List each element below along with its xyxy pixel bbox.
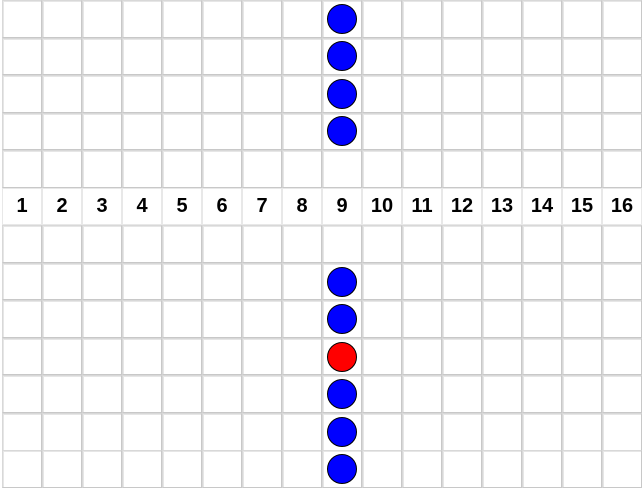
grid-cell-bottom-r6-c11[interactable] bbox=[402, 413, 442, 451]
grid-cell-top-r1-c3[interactable] bbox=[82, 0, 122, 38]
grid-cell-top-r3-c11[interactable] bbox=[402, 75, 442, 113]
grid-cell-top-r4-c11[interactable] bbox=[402, 113, 442, 151]
grid-cell-top-r4-c14[interactable] bbox=[522, 113, 562, 151]
column-label-12[interactable]: 12 bbox=[442, 188, 482, 226]
grid-cell-bottom-r1-c10[interactable] bbox=[362, 225, 402, 263]
blue-piece bbox=[327, 417, 357, 447]
grid-cell-bottom-r6-c15[interactable] bbox=[562, 413, 602, 451]
grid-cell-bottom-r5-c16[interactable] bbox=[602, 375, 642, 413]
grid-cell-bottom-r7-c14[interactable] bbox=[522, 450, 562, 488]
grid-cell-bottom-r2-c1[interactable] bbox=[2, 263, 42, 301]
grid-cell-bottom-r1-c13[interactable] bbox=[482, 225, 522, 263]
blue-piece bbox=[327, 379, 357, 409]
grid-cell-bottom-r6-c5[interactable] bbox=[162, 413, 202, 451]
grid-cell-bottom-r3-c12[interactable] bbox=[442, 300, 482, 338]
grid-cell-top-r4-c2[interactable] bbox=[42, 113, 82, 151]
grid-cell-top-r4-c3[interactable] bbox=[82, 113, 122, 151]
grid-cell-top-r5-c3[interactable] bbox=[82, 150, 122, 188]
blue-piece bbox=[327, 267, 357, 297]
column-label-15[interactable]: 15 bbox=[562, 188, 602, 226]
grid-cell-top-r3-c16[interactable] bbox=[602, 75, 642, 113]
grid-cell-bottom-r2-c2[interactable] bbox=[42, 263, 82, 301]
grid-cell-bottom-r1-c12[interactable] bbox=[442, 225, 482, 263]
grid-cell-bottom-r2-c5[interactable] bbox=[162, 263, 202, 301]
grid-cell-top-r5-c16[interactable] bbox=[602, 150, 642, 188]
grid-cell-top-r2-c6[interactable] bbox=[202, 38, 242, 76]
grid-cell-top-r2-c7[interactable] bbox=[242, 38, 282, 76]
column-label-1[interactable]: 1 bbox=[2, 188, 42, 226]
grid-cell-top-r5-c1[interactable] bbox=[2, 150, 42, 188]
grid-cell-bottom-r1-c4[interactable] bbox=[122, 225, 162, 263]
grid-cell-top-r3-c3[interactable] bbox=[82, 75, 122, 113]
grid-cell-bottom-r5-c7[interactable] bbox=[242, 375, 282, 413]
grid-cell-top-r5-c13[interactable] bbox=[482, 150, 522, 188]
column-label-16[interactable]: 16 bbox=[602, 188, 642, 226]
grid-cell-top-r5-c7[interactable] bbox=[242, 150, 282, 188]
grid-cell-top-r3-c10[interactable] bbox=[362, 75, 402, 113]
grid-cell-top-r3-c8[interactable] bbox=[282, 75, 322, 113]
grid-cell-bottom-r7-c15[interactable] bbox=[562, 450, 602, 488]
grid-cell-top-r2-c10[interactable] bbox=[362, 38, 402, 76]
grid-cell-bottom-r4-c5[interactable] bbox=[162, 338, 202, 376]
grid-cell-bottom-r3-c7[interactable] bbox=[242, 300, 282, 338]
grid-cell-top-r2-c3[interactable] bbox=[82, 38, 122, 76]
grid-cell-bottom-r1-c2[interactable] bbox=[42, 225, 82, 263]
grid-cell-top-r5-c5[interactable] bbox=[162, 150, 202, 188]
grid-cell-top-r5-c11[interactable] bbox=[402, 150, 442, 188]
grid-cell-bottom-r7-c3[interactable] bbox=[82, 450, 122, 488]
grid-cell-bottom-r7-c5[interactable] bbox=[162, 450, 202, 488]
grid-cell-bottom-r2-c6[interactable] bbox=[202, 263, 242, 301]
column-label-10[interactable]: 10 bbox=[362, 188, 402, 226]
grid-cell-bottom-r3-c16[interactable] bbox=[602, 300, 642, 338]
grid-cell-top-r1-c8[interactable] bbox=[282, 0, 322, 38]
grid-cell-bottom-r2-c7[interactable] bbox=[242, 263, 282, 301]
grid-cell-top-r4-c10[interactable] bbox=[362, 113, 402, 151]
grid-cell-bottom-r4-c14[interactable] bbox=[522, 338, 562, 376]
grid-cell-bottom-r5-c10[interactable] bbox=[362, 375, 402, 413]
grid-cell-bottom-r3-c6[interactable] bbox=[202, 300, 242, 338]
grid-cell-bottom-r4-c6[interactable] bbox=[202, 338, 242, 376]
grid-cell-bottom-r1-c15[interactable] bbox=[562, 225, 602, 263]
grid-cell-bottom-r5-c13[interactable] bbox=[482, 375, 522, 413]
grid-cell-bottom-r5-c2[interactable] bbox=[42, 375, 82, 413]
grid-cell-bottom-r4-c10[interactable] bbox=[362, 338, 402, 376]
blue-piece bbox=[327, 4, 357, 34]
grid-cell-bottom-r4-c1[interactable] bbox=[2, 338, 42, 376]
grid-cell-bottom-r7-c10[interactable] bbox=[362, 450, 402, 488]
grid-cell-bottom-r3-c8[interactable] bbox=[282, 300, 322, 338]
grid-cell-top-r4-c1[interactable] bbox=[2, 113, 42, 151]
grid-cell-top-r3-c2[interactable] bbox=[42, 75, 82, 113]
column-label-2[interactable]: 2 bbox=[42, 188, 82, 226]
grid-cell-top-r5-c8[interactable] bbox=[282, 150, 322, 188]
grid-cell-top-r4-c5[interactable] bbox=[162, 113, 202, 151]
grid-cell-bottom-r1-c8[interactable] bbox=[282, 225, 322, 263]
grid-cell-top-r1-c11[interactable] bbox=[402, 0, 442, 38]
grid-cell-top-r5-c4[interactable] bbox=[122, 150, 162, 188]
grid-cell-bottom-r6-c7[interactable] bbox=[242, 413, 282, 451]
grid-cell-top-r1-c14[interactable] bbox=[522, 0, 562, 38]
grid-cell-top-r2-c5[interactable] bbox=[162, 38, 202, 76]
grid-cell-top-r3-c6[interactable] bbox=[202, 75, 242, 113]
grid-cell-top-r5-c10[interactable] bbox=[362, 150, 402, 188]
grid-cell-bottom-r5-c15[interactable] bbox=[562, 375, 602, 413]
grid-cell-top-r3-c4[interactable] bbox=[122, 75, 162, 113]
grid-cell-top-r2-c14[interactable] bbox=[522, 38, 562, 76]
grid-cell-bottom-r1-c1[interactable] bbox=[2, 225, 42, 263]
column-label-8[interactable]: 8 bbox=[282, 188, 322, 226]
grid-cell-top-r3-c5[interactable] bbox=[162, 75, 202, 113]
grid-cell-bottom-r3-c1[interactable] bbox=[2, 300, 42, 338]
grid-cell-top-r2-c2[interactable] bbox=[42, 38, 82, 76]
blue-piece bbox=[327, 304, 357, 334]
grid-cell-bottom-r5-c4[interactable] bbox=[122, 375, 162, 413]
grid-cell-bottom-r5-c8[interactable] bbox=[282, 375, 322, 413]
grid-cell-bottom-r2-c3[interactable] bbox=[82, 263, 122, 301]
grid-cell-top-r3-c7[interactable] bbox=[242, 75, 282, 113]
grid-cell-top-r3-c14[interactable] bbox=[522, 75, 562, 113]
grid-cell-bottom-r5-c3[interactable] bbox=[82, 375, 122, 413]
column-label-6[interactable]: 6 bbox=[202, 188, 242, 226]
column-label-13[interactable]: 13 bbox=[482, 188, 522, 226]
grid-cell-top-r5-c6[interactable] bbox=[202, 150, 242, 188]
grid-cell-bottom-r1-c14[interactable] bbox=[522, 225, 562, 263]
grid-cell-top-r2-c16[interactable] bbox=[602, 38, 642, 76]
column-label-14[interactable]: 14 bbox=[522, 188, 562, 226]
grid-cell-top-r4-c6[interactable] bbox=[202, 113, 242, 151]
grid-cell-top-r1-c1[interactable] bbox=[2, 0, 42, 38]
grid-cell-top-r1-c13[interactable] bbox=[482, 0, 522, 38]
grid-cell-bottom-r4-c16[interactable] bbox=[602, 338, 642, 376]
grid-cell-top-r2-c15[interactable] bbox=[562, 38, 602, 76]
red-piece bbox=[327, 342, 357, 372]
grid-cell-top-r1-c10[interactable] bbox=[362, 0, 402, 38]
grid-cell-bottom-r1-c9[interactable] bbox=[322, 225, 362, 263]
grid-cell-bottom-r1-c3[interactable] bbox=[82, 225, 122, 263]
grid-cell-bottom-r2-c12[interactable] bbox=[442, 263, 482, 301]
grid-cell-top-r4-c15[interactable] bbox=[562, 113, 602, 151]
grid-cell-bottom-r4-c15[interactable] bbox=[562, 338, 602, 376]
grid-cell-bottom-r7-c11[interactable] bbox=[402, 450, 442, 488]
grid-cell-bottom-r4-c13[interactable] bbox=[482, 338, 522, 376]
grid-cell-top-r4-c13[interactable] bbox=[482, 113, 522, 151]
grid-cell-bottom-r4-c2[interactable] bbox=[42, 338, 82, 376]
grid-cell-bottom-r2-c10[interactable] bbox=[362, 263, 402, 301]
grid-cell-bottom-r3-c13[interactable] bbox=[482, 300, 522, 338]
grid-cell-top-r1-c4[interactable] bbox=[122, 0, 162, 38]
grid-cell-top-r2-c8[interactable] bbox=[282, 38, 322, 76]
grid-cell-bottom-r6-c13[interactable] bbox=[482, 413, 522, 451]
grid-cell-bottom-r4-c8[interactable] bbox=[282, 338, 322, 376]
grid-cell-bottom-r7-c6[interactable] bbox=[202, 450, 242, 488]
grid-cell-bottom-r3-c10[interactable] bbox=[362, 300, 402, 338]
grid-cell-top-r3-c12[interactable] bbox=[442, 75, 482, 113]
grid-cell-bottom-r6-c8[interactable] bbox=[282, 413, 322, 451]
column-label-9[interactable]: 9 bbox=[322, 188, 362, 226]
grid-cell-bottom-r2-c14[interactable] bbox=[522, 263, 562, 301]
grid-cell-bottom-r3-c5[interactable] bbox=[162, 300, 202, 338]
grid-cell-bottom-r7-c16[interactable] bbox=[602, 450, 642, 488]
grid-cell-top-r4-c7[interactable] bbox=[242, 113, 282, 151]
grid-cell-bottom-r2-c15[interactable] bbox=[562, 263, 602, 301]
grid-cell-top-r3-c15[interactable] bbox=[562, 75, 602, 113]
grid-cell-bottom-r3-c14[interactable] bbox=[522, 300, 562, 338]
grid-cell-bottom-r6-c16[interactable] bbox=[602, 413, 642, 451]
grid-cell-bottom-r5-c14[interactable] bbox=[522, 375, 562, 413]
grid-cell-top-r1-c12[interactable] bbox=[442, 0, 482, 38]
grid-cell-bottom-r2-c4[interactable] bbox=[122, 263, 162, 301]
grid-cell-bottom-r6-c12[interactable] bbox=[442, 413, 482, 451]
grid-cell-bottom-r2-c13[interactable] bbox=[482, 263, 522, 301]
column-label-3[interactable]: 3 bbox=[82, 188, 122, 226]
grid-cell-bottom-r5-c6[interactable] bbox=[202, 375, 242, 413]
grid-cell-top-r1-c5[interactable] bbox=[162, 0, 202, 38]
grid-cell-top-r4-c4[interactable] bbox=[122, 113, 162, 151]
grid-cell-bottom-r4-c3[interactable] bbox=[82, 338, 122, 376]
grid-cell-top-r2-c4[interactable] bbox=[122, 38, 162, 76]
grid-cell-bottom-r3-c2[interactable] bbox=[42, 300, 82, 338]
grid-cell-bottom-r3-c3[interactable] bbox=[82, 300, 122, 338]
grid-cell-bottom-r1-c11[interactable] bbox=[402, 225, 442, 263]
grid-cell-top-r4-c12[interactable] bbox=[442, 113, 482, 151]
grid-cell-bottom-r7-c2[interactable] bbox=[42, 450, 82, 488]
grid-cell-bottom-r1-c7[interactable] bbox=[242, 225, 282, 263]
grid-cell-bottom-r6-c3[interactable] bbox=[82, 413, 122, 451]
grid-cell-bottom-r5-c5[interactable] bbox=[162, 375, 202, 413]
grid-cell-bottom-r2-c11[interactable] bbox=[402, 263, 442, 301]
grid-cell-top-r3-c13[interactable] bbox=[482, 75, 522, 113]
grid-cell-top-r5-c12[interactable] bbox=[442, 150, 482, 188]
grid-cell-top-r1-c16[interactable] bbox=[602, 0, 642, 38]
grid-cell-top-r2-c1[interactable] bbox=[2, 38, 42, 76]
grid-cell-bottom-r7-c1[interactable] bbox=[2, 450, 42, 488]
grid-cell-top-r1-c7[interactable] bbox=[242, 0, 282, 38]
grid-cell-top-r4-c16[interactable] bbox=[602, 113, 642, 151]
grid-cell-bottom-r4-c12[interactable] bbox=[442, 338, 482, 376]
grid-cell-top-r3-c1[interactable] bbox=[2, 75, 42, 113]
grid-cell-bottom-r1-c16[interactable] bbox=[602, 225, 642, 263]
grid-cell-bottom-r4-c11[interactable] bbox=[402, 338, 442, 376]
grid-cell-bottom-r5-c1[interactable] bbox=[2, 375, 42, 413]
grid-cell-bottom-r6-c10[interactable] bbox=[362, 413, 402, 451]
grid-cell-bottom-r6-c2[interactable] bbox=[42, 413, 82, 451]
grid-cell-bottom-r3-c4[interactable] bbox=[122, 300, 162, 338]
grid-cell-top-r1-c6[interactable] bbox=[202, 0, 242, 38]
grid-cell-bottom-r7-c8[interactable] bbox=[282, 450, 322, 488]
grid-cell-bottom-r7-c13[interactable] bbox=[482, 450, 522, 488]
grid-cell-bottom-r3-c11[interactable] bbox=[402, 300, 442, 338]
grid-cell-bottom-r4-c4[interactable] bbox=[122, 338, 162, 376]
grid-cell-top-r5-c14[interactable] bbox=[522, 150, 562, 188]
grid-cell-bottom-r2-c16[interactable] bbox=[602, 263, 642, 301]
grid-cell-bottom-r7-c4[interactable] bbox=[122, 450, 162, 488]
grid-cell-bottom-r5-c11[interactable] bbox=[402, 375, 442, 413]
grid-cell-top-r2-c11[interactable] bbox=[402, 38, 442, 76]
grid-cell-top-r5-c2[interactable] bbox=[42, 150, 82, 188]
column-label-5[interactable]: 5 bbox=[162, 188, 202, 226]
grid-cell-bottom-r6-c14[interactable] bbox=[522, 413, 562, 451]
grid-cell-bottom-r7-c7[interactable] bbox=[242, 450, 282, 488]
grid-cell-top-r5-c9[interactable] bbox=[322, 150, 362, 188]
column-label-11[interactable]: 11 bbox=[402, 188, 442, 226]
grid-cell-bottom-r5-c12[interactable] bbox=[442, 375, 482, 413]
grid-cell-bottom-r3-c15[interactable] bbox=[562, 300, 602, 338]
grid-cell-top-r1-c2[interactable] bbox=[42, 0, 82, 38]
grid-cell-bottom-r6-c6[interactable] bbox=[202, 413, 242, 451]
grid-cell-top-r2-c12[interactable] bbox=[442, 38, 482, 76]
grid-cell-bottom-r1-c6[interactable] bbox=[202, 225, 242, 263]
column-label-4[interactable]: 4 bbox=[122, 188, 162, 226]
grid-cell-top-r5-c15[interactable] bbox=[562, 150, 602, 188]
grid-cell-top-r1-c15[interactable] bbox=[562, 0, 602, 38]
grid-cell-bottom-r2-c8[interactable] bbox=[282, 263, 322, 301]
grid-cell-top-r2-c13[interactable] bbox=[482, 38, 522, 76]
grid-cell-bottom-r6-c1[interactable] bbox=[2, 413, 42, 451]
grid-cell-top-r4-c8[interactable] bbox=[282, 113, 322, 151]
grid-cell-bottom-r6-c4[interactable] bbox=[122, 413, 162, 451]
column-label-7[interactable]: 7 bbox=[242, 188, 282, 226]
grid-cell-bottom-r4-c7[interactable] bbox=[242, 338, 282, 376]
grid-cell-bottom-r1-c5[interactable] bbox=[162, 225, 202, 263]
grid-cell-bottom-r7-c12[interactable] bbox=[442, 450, 482, 488]
blue-piece bbox=[327, 79, 357, 109]
